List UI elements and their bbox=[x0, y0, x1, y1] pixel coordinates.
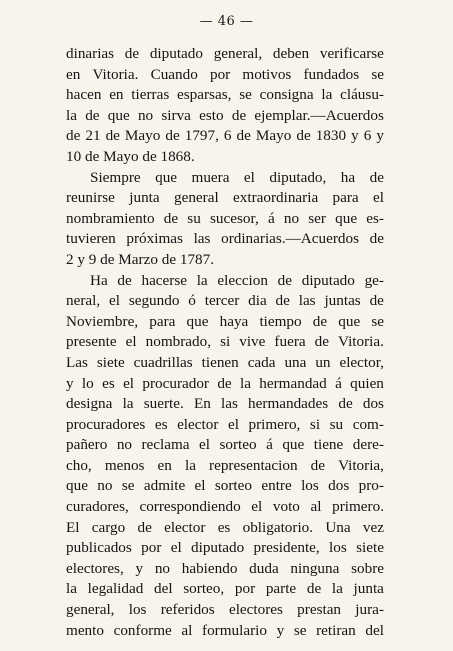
text-line: Ha de hacerse la eleccion de diputado ge- bbox=[90, 271, 384, 289]
text-line: 2 y 9 de Marzo de 1787. bbox=[66, 250, 215, 268]
text-line: en Vitoria. Cuando por motivos fundados se bbox=[66, 65, 384, 83]
text-line: procuradores es elector el primero, si su com- bbox=[66, 415, 384, 433]
body-text bbox=[66, 44, 384, 641]
text-line: cho, menos en la representacion de Vitoria, bbox=[66, 456, 384, 474]
text-line: y lo es el procurador de la hermandad á quien bbox=[66, 374, 384, 392]
text-line: reunirse junta general extraordinaria para el bbox=[66, 189, 384, 207]
text-line: pañero no reclama el sorteo á que tiene dere- bbox=[66, 436, 384, 454]
text-line: tuvieren próximas las ordinarias.—Acuerdos de bbox=[66, 230, 384, 248]
text-line: presente el nombrado, si vive fuera de Vitoria. bbox=[66, 333, 384, 351]
text-line: El cargo de elector es obligatorio. Una vez bbox=[66, 518, 384, 536]
text-line: que no se admite el sorteo entre los dos pro- bbox=[66, 477, 384, 495]
text-line: general, los referidos electores prestan jura- bbox=[66, 601, 384, 619]
page-number: — 46 — bbox=[199, 14, 254, 29]
text-line: Las siete cuadrillas tienen cada una un elector, bbox=[66, 353, 384, 371]
text-line: mento conforme al formulario y se retiran del bbox=[66, 621, 384, 639]
text-line: Noviembre, para que haya tiempo de que se bbox=[66, 312, 384, 330]
text-line: designa la suerte. En las hermandades de dos bbox=[66, 395, 384, 413]
text-line: curadores, correspondiendo el voto al primero. bbox=[66, 498, 384, 516]
text-line: neral, el segundo ó tercer dia de las juntas de bbox=[66, 292, 384, 310]
text-line: 10 de Mayo de 1868. bbox=[66, 147, 195, 165]
text-line: Siempre que muera el diputado, ha de bbox=[90, 168, 384, 186]
text-line: la de que no sirva esto de ejemplar.—Acuerdos bbox=[66, 106, 384, 124]
text-line: publicados por el diputado presidente, los siete bbox=[66, 539, 384, 557]
text-line: hacen en tierras esparsas, se consigna la cláusu- bbox=[66, 86, 384, 104]
text-line: dinarias de diputado general, deben verificarse bbox=[66, 45, 384, 62]
text-line: electores, y no habiendo duda ninguna sobre bbox=[66, 559, 384, 577]
text-line: de 21 de Mayo de 1797, 6 de Mayo de 1830 y 6 y bbox=[66, 127, 384, 145]
text-line: nombramiento de su sucesor, á no ser que es- bbox=[66, 209, 384, 227]
text-line: la legalidad del sorteo, por parte de la junta bbox=[66, 580, 384, 598]
